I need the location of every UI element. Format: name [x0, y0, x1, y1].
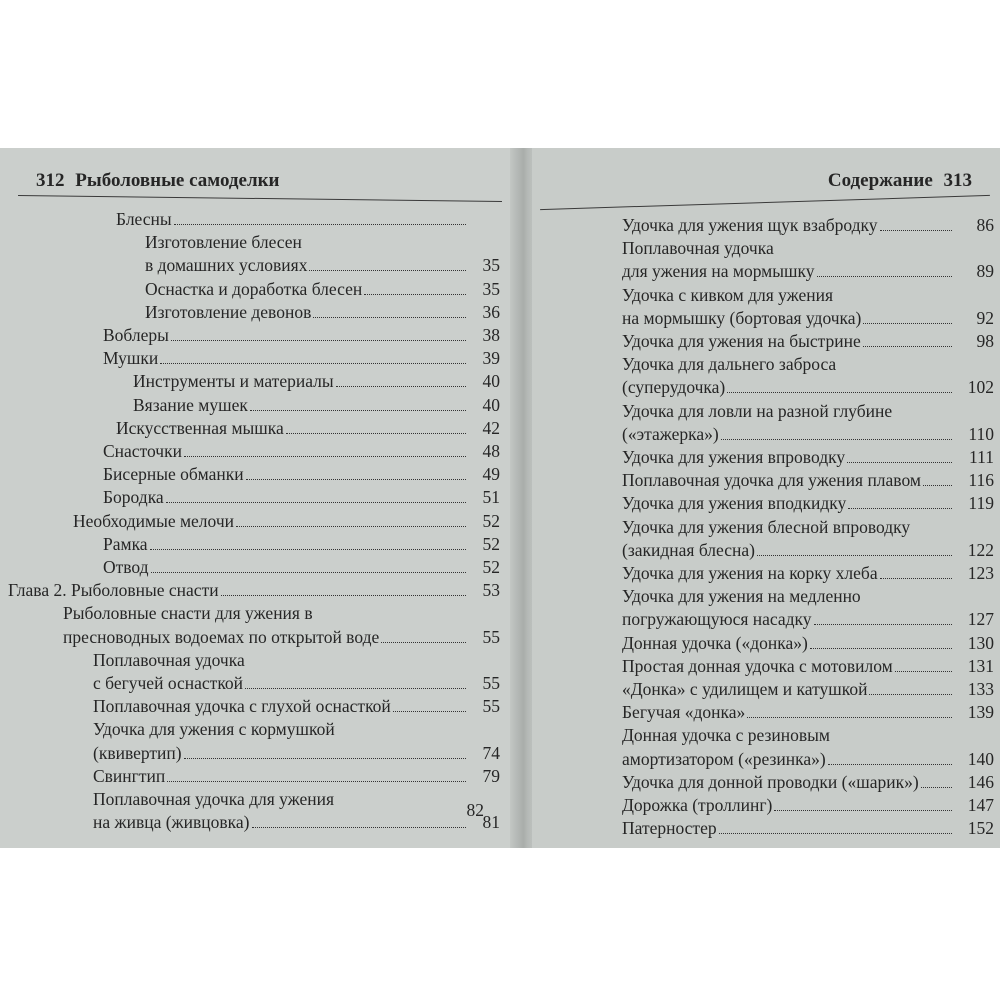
- dot-leader: [309, 270, 466, 271]
- toc-entry: [0, 718, 500, 764]
- toc-entry-page: 116: [968, 470, 994, 491]
- toc-entry: [0, 440, 500, 463]
- toc-entry: [0, 486, 500, 509]
- right-toc: [532, 214, 994, 840]
- toc-entry-title: (квивертип): [93, 742, 182, 763]
- toc-entry: [532, 562, 994, 585]
- toc-entry: [532, 469, 994, 492]
- dot-leader: [847, 462, 952, 463]
- dot-leader: [817, 276, 953, 277]
- toc-entry-title: Рамка: [103, 533, 148, 554]
- left-header-title: Рыболовные самоделки: [75, 170, 280, 191]
- toc-entry: [0, 510, 500, 533]
- toc-entry-page: 86: [976, 215, 994, 235]
- toc-entry-page: 40: [482, 394, 500, 415]
- toc-entry-title: («этажерка»): [622, 423, 719, 444]
- toc-entry-row: [622, 678, 994, 701]
- dot-leader: [880, 230, 952, 231]
- toc-entry-title: Бородка: [103, 487, 164, 508]
- toc-entry-page: 152: [967, 818, 994, 839]
- toc-entry-row: [103, 440, 500, 463]
- toc-entry-row: [622, 260, 994, 283]
- toc-entry-title: с бегучей оснасткой: [93, 673, 244, 694]
- dot-leader: [880, 578, 952, 579]
- toc-entry-title: Вязание мушек: [133, 394, 248, 415]
- toc-entry-row: [622, 469, 994, 492]
- toc-entry-row: [93, 811, 500, 834]
- dot-leader: [236, 526, 466, 527]
- toc-entry-page: 49: [482, 464, 500, 485]
- toc-entry: [532, 516, 994, 562]
- toc-entry-title: Изготовление девонов: [145, 301, 312, 322]
- toc-entry: [532, 353, 994, 399]
- toc-entry-title: Удочка для ужения щук взабродку: [622, 215, 878, 235]
- toc-entry: [0, 208, 500, 231]
- dot-leader: [245, 688, 466, 689]
- toc-entry-title: в домашних условиях: [145, 255, 308, 276]
- toc-entry-page: 42: [482, 417, 500, 438]
- toc-entry-title: Простая донная удочка с мотовилом: [622, 655, 893, 676]
- dot-leader: [160, 363, 466, 364]
- toc-entry-page: 35: [482, 255, 500, 276]
- toc-entry-row: [93, 742, 500, 765]
- toc-entry-page: 119: [968, 493, 994, 514]
- toc-entry-row: [103, 324, 500, 347]
- toc-entry: [0, 394, 500, 417]
- toc-entry-page: 127: [967, 609, 994, 630]
- toc-entry: [0, 278, 500, 301]
- toc-entry-page: 133: [967, 679, 994, 700]
- toc-entry-row: [103, 486, 500, 509]
- toc-entry-row: [622, 748, 994, 771]
- toc-entry-page: 51: [482, 487, 500, 508]
- toc-entry-row: [63, 626, 500, 649]
- toc-entry-row: [133, 370, 500, 393]
- toc-entry-row: [103, 347, 500, 370]
- toc-entry-page: 110: [968, 423, 994, 444]
- toc-entry-row: [622, 423, 994, 446]
- toc-entry-title: на мормышку (бортовая удочка): [622, 307, 862, 328]
- toc-entry: [532, 585, 994, 631]
- dot-leader: [895, 671, 952, 672]
- toc-entry-title: Изготовление блесен: [145, 232, 302, 253]
- toc-entry-page: 39: [482, 348, 500, 369]
- book-spread: [0, 148, 1000, 848]
- toc-entry-title: Поплавочная удочка для ужения плавом: [622, 470, 921, 491]
- toc-entry: [532, 655, 994, 678]
- toc-entry-title: Поплавочная удочка: [622, 238, 774, 259]
- dot-leader: [810, 648, 952, 649]
- toc-entry-title: Удочка с кивком для ужения: [622, 284, 834, 305]
- dot-leader: [863, 323, 952, 324]
- toc-entry-page: 140: [967, 748, 994, 769]
- toc-entry-row: [103, 463, 500, 486]
- toc-entry-title: Воблеры: [103, 325, 169, 346]
- dot-leader: [848, 508, 952, 509]
- toc-entry-page: 139: [967, 702, 994, 723]
- toc-entry-title: Искусственная мышка: [116, 417, 284, 438]
- toc-entry: [0, 556, 500, 579]
- left-toc: [0, 208, 500, 834]
- toc-entry-title: Удочка для ужения впроводку: [622, 447, 846, 468]
- toc-entry-page: 40: [482, 371, 500, 392]
- toc-entry-row: [93, 765, 500, 788]
- toc-entry-row: [622, 446, 994, 469]
- dot-leader: [336, 386, 466, 387]
- toc-entry-title: Глава 2. Рыболовные снасти: [8, 580, 219, 601]
- toc-entry-row: [116, 417, 500, 440]
- toc-entry: [532, 400, 994, 446]
- dot-leader: [151, 572, 466, 573]
- toc-entry-page: 79: [482, 765, 500, 786]
- toc-entry-title: Бисерные обманки: [103, 464, 244, 485]
- dot-leader: [171, 340, 466, 341]
- toc-entry-page: 52: [482, 557, 500, 578]
- dot-leader: [174, 224, 466, 225]
- toc-entry-row: [103, 533, 500, 556]
- toc-entry: [0, 347, 500, 370]
- toc-entry-title: Свингтип: [93, 765, 166, 786]
- toc-entry: [0, 231, 500, 277]
- toc-entry-page: 111: [969, 447, 994, 468]
- toc-entry-title: «Донка» с удилищем и катушкой: [622, 679, 868, 700]
- toc-entry-page: 123: [967, 563, 994, 584]
- toc-entry-title: Удочка для ужения блесной впроводку: [622, 516, 911, 537]
- right-page: [532, 148, 1000, 848]
- toc-entry-page: 130: [967, 632, 994, 653]
- toc-entry-title: Удочка для ужения на медленно: [622, 586, 861, 607]
- dot-leader: [364, 294, 466, 295]
- toc-entry-title: Необходимые мелочи: [73, 510, 235, 531]
- toc-entry: [532, 678, 994, 701]
- toc-entry-page: 92: [976, 307, 994, 328]
- left-header-rule: [18, 195, 502, 202]
- toc-entry-page: 98: [976, 331, 994, 352]
- toc-entry: [532, 284, 994, 330]
- toc-entry: [532, 701, 994, 724]
- trailing-page-number: 82: [466, 800, 484, 820]
- dot-leader: [150, 549, 466, 550]
- dot-leader: [393, 711, 466, 712]
- toc-entry-title: (закидная блесна): [622, 539, 755, 560]
- dot-leader: [184, 758, 466, 759]
- dot-leader: [757, 555, 952, 556]
- dot-leader: [727, 392, 952, 393]
- toc-entry-title: Поплавочная удочка: [93, 649, 245, 670]
- toc-entry-page: 55: [482, 696, 500, 717]
- toc-entry-page: 146: [967, 771, 994, 792]
- toc-entry-title: Отвод: [103, 557, 149, 578]
- dot-leader: [252, 827, 467, 828]
- dot-leader: [184, 456, 466, 457]
- toc-entry-title: Удочка для ужения на быстрине: [622, 331, 861, 352]
- toc-entry: [532, 794, 994, 817]
- toc-entry-row: [622, 794, 994, 817]
- toc-entry-title: на живца (живцовка): [93, 812, 250, 833]
- toc-entry: [532, 214, 994, 237]
- toc-entry-row: [622, 330, 994, 353]
- toc-entry-row: [622, 214, 994, 237]
- toc-entry-row: [93, 695, 500, 718]
- toc-entry-title: Дорожка (троллинг): [622, 795, 773, 816]
- toc-entry-title: амортизатором («резинка»): [622, 748, 826, 769]
- toc-entry: [0, 602, 500, 648]
- toc-entry: [0, 765, 500, 788]
- toc-entry-title: пресноводных водоемах по открытой воде: [63, 626, 380, 647]
- toc-entry-page: 48: [482, 441, 500, 462]
- dot-leader: [869, 694, 952, 695]
- toc-entry: [0, 370, 500, 393]
- toc-entry-title: для ужения на мормышку: [622, 261, 815, 282]
- toc-entry: [532, 330, 994, 353]
- toc-entry-page: 52: [482, 510, 500, 531]
- toc-entry-row: [145, 254, 500, 277]
- dot-leader: [721, 439, 952, 440]
- toc-entry-page: 55: [482, 626, 500, 647]
- toc-entry-title: Удочка для ловли на разной глубине: [622, 400, 893, 421]
- dot-leader: [863, 346, 952, 347]
- toc-entry: [532, 492, 994, 515]
- dot-leader: [747, 717, 952, 718]
- toc-entry: [0, 417, 500, 440]
- toc-entry-row: [116, 208, 500, 231]
- toc-entry: [532, 724, 994, 770]
- left-page: [0, 148, 518, 848]
- toc-entry-page: 89: [976, 261, 994, 282]
- toc-entry: [0, 324, 500, 347]
- toc-entry: [532, 817, 994, 840]
- toc-entry-page: 81: [482, 812, 500, 833]
- toc-entry-page: 131: [967, 655, 994, 676]
- toc-entry-row: [622, 701, 994, 724]
- toc-entry-page: 147: [967, 795, 994, 816]
- toc-entry-title: Оснастка и доработка блесен: [145, 278, 363, 299]
- toc-entry-title: Мушки: [103, 348, 159, 369]
- toc-entry-page: 102: [967, 377, 994, 398]
- toc-entry-title: Поплавочная удочка для ужения: [93, 789, 335, 810]
- toc-entry-title: Удочка для ужения с кормушкой: [93, 719, 335, 740]
- toc-entry: [0, 463, 500, 486]
- toc-entry-title: Донная удочка с резиновым: [622, 725, 831, 746]
- toc-entry-row: [73, 510, 500, 533]
- toc-entry: [532, 237, 994, 283]
- dot-leader: [923, 485, 952, 486]
- right-running-head: [828, 170, 978, 192]
- toc-entry-page: 52: [482, 533, 500, 554]
- toc-entry-row: [93, 672, 500, 695]
- toc-entry-row: [133, 394, 500, 417]
- dot-leader: [719, 833, 952, 834]
- toc-entry: [0, 788, 500, 834]
- toc-entry-row: [622, 539, 994, 562]
- toc-entry-row: [622, 632, 994, 655]
- dot-leader: [221, 595, 466, 596]
- toc-entry-row: [145, 301, 500, 324]
- toc-entry-title: Рыболовные снасти для ужения в: [63, 603, 313, 624]
- dot-leader: [814, 624, 952, 625]
- right-page-number: 313: [943, 170, 972, 191]
- toc-entry-row: [622, 608, 994, 631]
- toc-entry: [0, 649, 500, 695]
- toc-entry-title: Блесны: [116, 209, 172, 229]
- toc-entry-row: [622, 307, 994, 330]
- toc-entry: [0, 533, 500, 556]
- toc-entry: [0, 695, 500, 718]
- toc-entry: [532, 632, 994, 655]
- toc-entry-row: [8, 579, 500, 602]
- toc-entry-page: 53: [482, 580, 500, 601]
- toc-entry-title: погружающуюся насадку: [622, 609, 812, 630]
- toc-entry-page: 122: [967, 539, 994, 560]
- dot-leader: [286, 433, 466, 434]
- dot-leader: [246, 479, 466, 480]
- dot-leader: [921, 787, 952, 788]
- dot-leader: [774, 810, 952, 811]
- toc-entry-title: Удочка для донной проводки («шарик»): [622, 771, 919, 792]
- toc-entry-title: Поплавочная удочка с глухой оснасткой: [93, 696, 391, 717]
- toc-entry-title: Удочка для ужения на корку хлеба: [622, 563, 878, 584]
- toc-entry-title: Донная удочка («донка»): [622, 632, 808, 653]
- right-header-title: Содержание: [827, 170, 933, 191]
- toc-entry-title: Удочка для ужения вподкидку: [622, 493, 847, 514]
- toc-entry-page: 38: [482, 325, 500, 346]
- toc-entry-title: Патерностер: [622, 818, 717, 839]
- toc-entry-title: Бегучая «донка»: [622, 702, 746, 723]
- toc-entry-page: 35: [482, 278, 500, 299]
- left-page-number: 312: [36, 170, 65, 191]
- toc-entry: [532, 771, 994, 794]
- toc-entry-row: [622, 562, 994, 585]
- toc-entry-row: [622, 817, 994, 840]
- dot-leader: [250, 410, 466, 411]
- dot-leader: [828, 764, 952, 765]
- toc-entry-row: [622, 492, 994, 515]
- dot-leader: [381, 642, 466, 643]
- dot-leader: [313, 317, 466, 318]
- toc-entry-row: [622, 655, 994, 678]
- toc-entry: [532, 446, 994, 469]
- toc-entry: [0, 579, 500, 602]
- toc-entry-page: 55: [482, 673, 500, 694]
- toc-entry-row: [622, 771, 994, 794]
- toc-entry-title: (суперудочка): [622, 377, 726, 398]
- toc-entry-page: 74: [482, 742, 500, 763]
- toc-entry-row: [103, 556, 500, 579]
- toc-entry: [0, 301, 500, 324]
- toc-entry-title: Инструменты и материалы: [133, 371, 334, 392]
- toc-entry-title: Удочка для дальнего заброса: [622, 354, 837, 375]
- toc-entry-row: [622, 376, 994, 399]
- toc-entry-title: Снасточки: [103, 441, 182, 462]
- toc-entry-row: [145, 278, 500, 301]
- toc-entry-page: 36: [482, 301, 500, 322]
- left-running-head: [30, 170, 280, 192]
- dot-leader: [166, 502, 466, 503]
- dot-leader: [167, 781, 466, 782]
- right-header-rule: [540, 195, 990, 210]
